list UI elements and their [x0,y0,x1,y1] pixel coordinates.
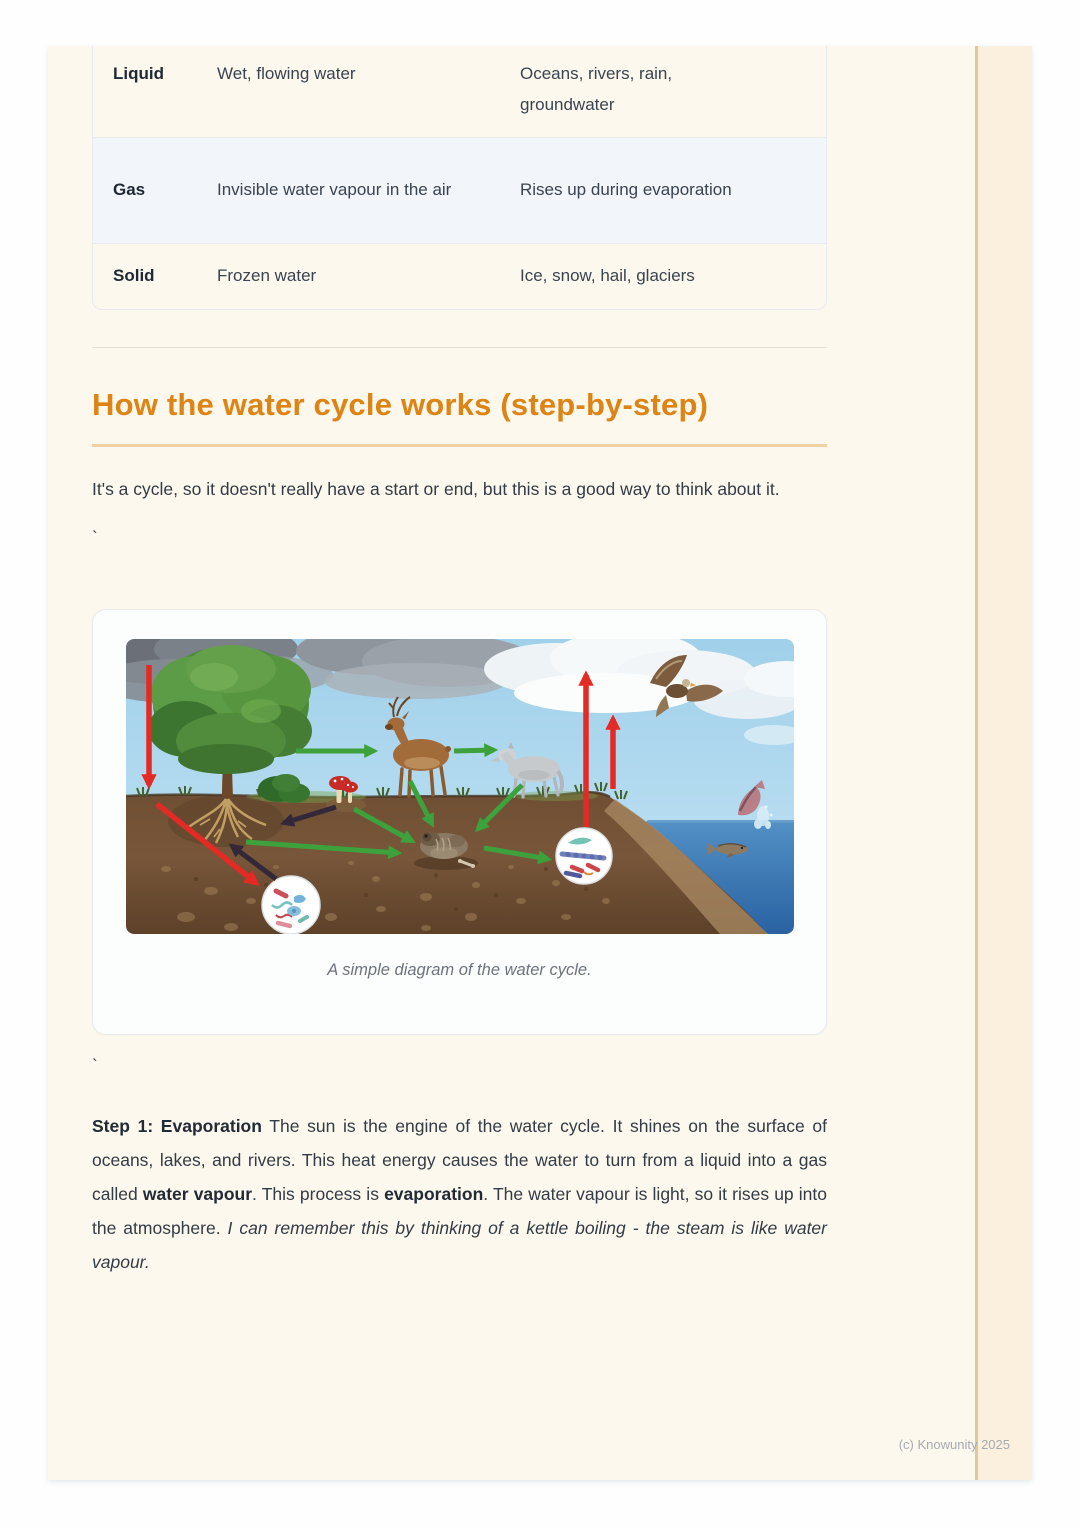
sea-horizon [648,820,794,823]
cell-description: Frozen water [197,244,500,310]
cell-description: Invisible water vapour in the air [197,138,500,244]
cell-examples: Oceans, rivers, rain, groundwater [500,46,827,138]
water-cycle-illustration [126,639,794,934]
table-row-gas [92,138,827,244]
figure-caption: A simple diagram of the water cycle. [327,960,592,979]
section-divider [92,347,827,348]
decomposer-circle-left [262,876,320,934]
cell-state: Solid [92,244,197,310]
cell-examples: Ice, snow, hail, glaciers [500,244,827,310]
heading-underline [92,444,827,447]
content-column [92,46,827,1279]
states-of-water-table [92,46,827,310]
table-row-solid [92,244,827,310]
step1-paragraph: Step 1: Evaporation The sun is the engine of the water cycle. It shines on the surface of oceans, lakes, and rivers. This heat energy causes the water to turn from a liquid into a gas called water vapour. This process is evaporation. The water vapour is light, so it rises up into the atmosphere. I can remember this by thinking of a kettle boiling - the steam is like water vapour. [92,1116,827,1273]
stray-backtick: ` [92,527,98,547]
cell-description: Wet, flowing water [197,46,500,138]
section-heading: How the water cycle works (step-by-step) [92,387,709,422]
intro-paragraph: It's a cycle, so it doesn't really have a start or end, but this is a good way to think about it. [92,479,780,499]
cell-state: Gas [92,138,197,244]
note-sheet [48,46,1032,1480]
figure-card [92,609,827,1036]
stray-backtick: ` [92,1056,98,1076]
cell-state: Liquid [92,46,197,138]
copyright-footer: (c) Knowunity 2025 [898,1437,1010,1452]
decorative-side-strip [975,46,1032,1480]
decomposer-circle-right [556,828,612,884]
cell-examples: Rises up during evaporation [500,138,827,244]
table-row-liquid [92,46,827,138]
